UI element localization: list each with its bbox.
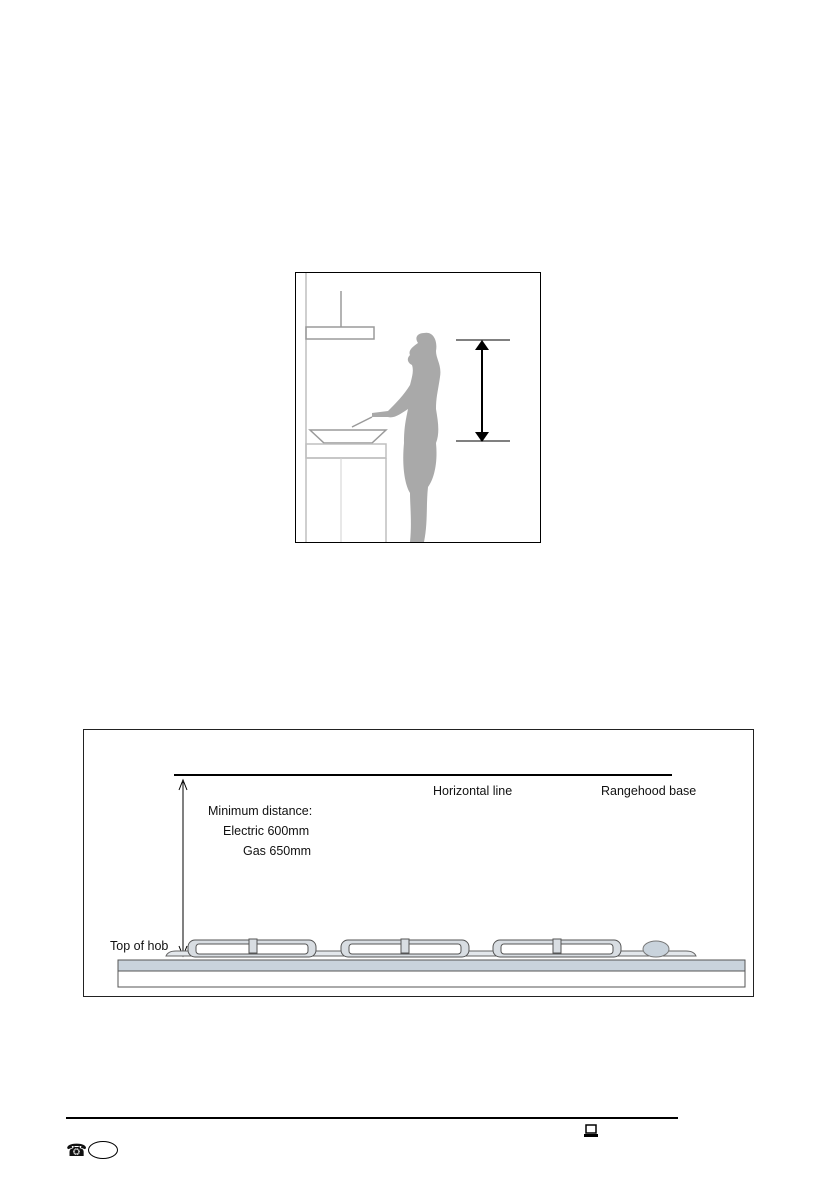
burner-1: [188, 939, 316, 957]
control-knob: [643, 941, 669, 957]
utensil: [352, 417, 372, 427]
rangehood-shape: [306, 327, 374, 339]
person-silhouette: [372, 333, 440, 542]
label-rangehood-base: Rangehood base: [601, 784, 697, 798]
laptop-icon: [583, 1124, 599, 1138]
counter-top: [306, 444, 386, 458]
label-electric-distance: Electric 600mm: [223, 824, 310, 838]
arrow-up-icon: [475, 340, 489, 350]
burner-2: [341, 939, 469, 957]
phone-icon: ☎: [66, 1141, 88, 1160]
hob-distance-figure: [83, 729, 754, 997]
hob-body-top: [118, 960, 745, 971]
hob-body-bottom: [118, 971, 745, 987]
burner-3: [493, 939, 621, 957]
label-gas-distance: Gas 650mm: [243, 844, 312, 858]
hob-diagram: [84, 730, 753, 996]
country-badge: [88, 1141, 118, 1159]
label-horizontal-line: Horizontal line: [433, 784, 513, 798]
cooking-height-figure: [295, 272, 541, 543]
footer-divider: [66, 1117, 678, 1119]
label-top-of-hob: Top of hob: [110, 939, 169, 953]
label-minimum-distance: Minimum distance:: [208, 804, 313, 818]
wok-shape: [310, 430, 386, 443]
cooking-illustration: [296, 273, 540, 542]
